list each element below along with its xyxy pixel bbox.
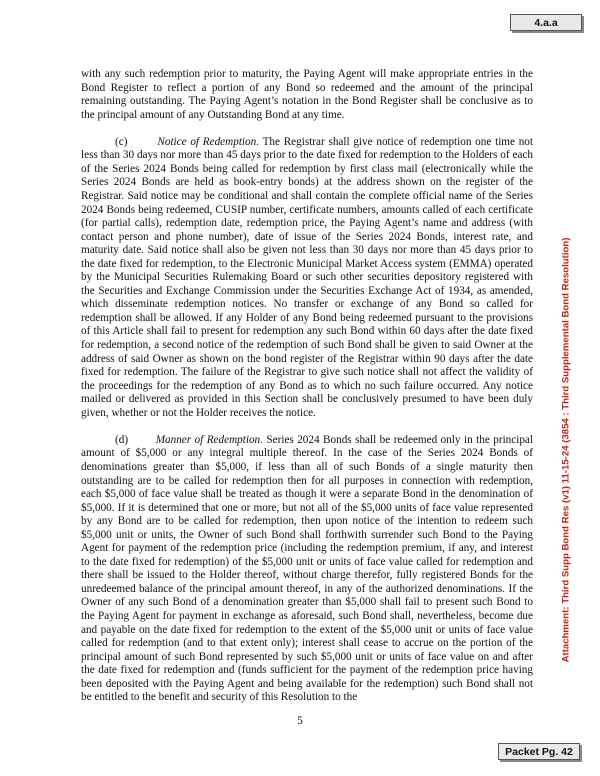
section-label: (d)	[115, 433, 129, 446]
packet-page-tag	[498, 743, 580, 760]
section-label: (c)	[115, 135, 128, 148]
document-body	[81, 68, 533, 705]
paragraph-continuation: with any such redemption prior to maturity, the Paying Agent will make appropriate entries in the Bond Register to reflect a portion of any Bond so redeemed and the amount of the principal remaining outstanding. The Paying Agent’s notation in the Bond Register shall be conclusive as to the principal amount of any Outstanding Bond at any time.	[81, 68, 533, 121]
section-heading: Notice of Redemption.	[157, 135, 260, 148]
attachment-label: Attachment: Third Supp Bond Res (v1) 11-15-24 (3854 : Third Supplemental Bond Resolution)	[560, 237, 572, 663]
page-number: 5	[297, 715, 303, 727]
agenda-item-label: 4.a.a	[534, 16, 558, 29]
packet-page-label: Packet Pg. 42	[505, 745, 573, 758]
section-text: Series 2024 Bonds shall be redeemed only in the principal amount of $5,000 or any integral multiple thereof. In the case of the Series 2024 Bonds of denominations greater than $5,000, if less than all of such Bonds of a single maturity then outstanding are to be called for redemption then for all purposes in connection with redemption, each $5,000 of face value shall be treated as though it were a separate Bond in the denomination of $5,000. If it is determined that one or more, but not all of the $5,000 units of face value represented by any Bond are to be called for redemption, then upon notice of the intention to redeem such $5,000 unit or units, the Owner of such Bond shall forthwith surrender such Bond to the Paying Agent for payment of the redemption price (including the redemption premium, if any, and interest to the date fixed for redemption) of the $5,000 unit or units of face value called for redemption and there shall be issued to the Holder thereof, without charge therefor, fully registered Bonds for the unredeemed balance of the principal amount thereof, in any of the authorized denominations. If the Owner of any such Bond of a denomination greater than $5,000 shall fail to present such Bond to the Paying Agent for payment in exchange as aforesaid, such Bond shall, nevertheless, become due and payable on the date fixed for redemption to the extent of the $5,000 unit or units of face value called for redemption (and to that extent only); interest shall cease to accrue on the portion of the principal amount of such Bond represented by such $5,000 unit or units of face value on and after the date fixed for redemption and (funds sufficient for the payment of the redemption price having been deposited with the Paying Agent and being available for the redemption) such Bond shall not be entitled to the benefit and security of this Resolution to the	[81, 433, 534, 704]
section-heading: Manner of Redemption.	[155, 433, 263, 446]
section-text: The Registrar shall give notice of redemption one time not less than 30 days nor more than 45 days prior to the date fixed for redemption to the Holders of each of the Series 2024 Bonds being called for redemption by first class mail (electronically while the Series 2024 Bonds are held as book-entry bonds) at the address shown on the register of the Registrar. Said notice may be conditional and shall contain the complete official name of the Series 2024 Bonds being redeemed, CUSIP number, certificate numbers, amounts called of each certificate (for partial calls), redemption date, redemption price, the Paying Agent’s name and address (with contact person and phone number), date of issue of the Series 2024 Bonds, interest rate, and maturity date. Said notice shall also be given not less than 30 days nor more than 45 days prior to the date fixed for redemption, to the Electronic Municipal Market Access system (EMMA) operated by the Municipal Securities Rulemaking Board or such other securities depository registered with the Securities and Exchange Commission under the Securities Exchange Act of 1934, as amended, which disseminate redemption notices. No transfer or exchange of any Bond so called for redemption shall be allowed. If any Holder of any Bond being redeemed pursuant to the provisions of this Article shall fail to present for redemption any such Bond within 60 days after the date fixed for redemption, a second notice of the redemption of such Bond shall be given to said Owner at the address of said Owner as shown on the bond register of the Registrar within 90 days after the date fixed for redemption. The failure of the Registrar to give such notice shall not affect the validity of the proceedings for the redemption of any Bond as to which no such failure occurred. Any notice mailed or delivered as provided in this Section shall be conclusively presumed to have been duly given, whether or not the Holder receives the notice.	[81, 135, 534, 419]
agenda-item-tag	[510, 14, 582, 31]
paragraph-notice-of-redemption	[81, 136, 533, 420]
paragraph-manner-of-redemption	[81, 434, 533, 705]
